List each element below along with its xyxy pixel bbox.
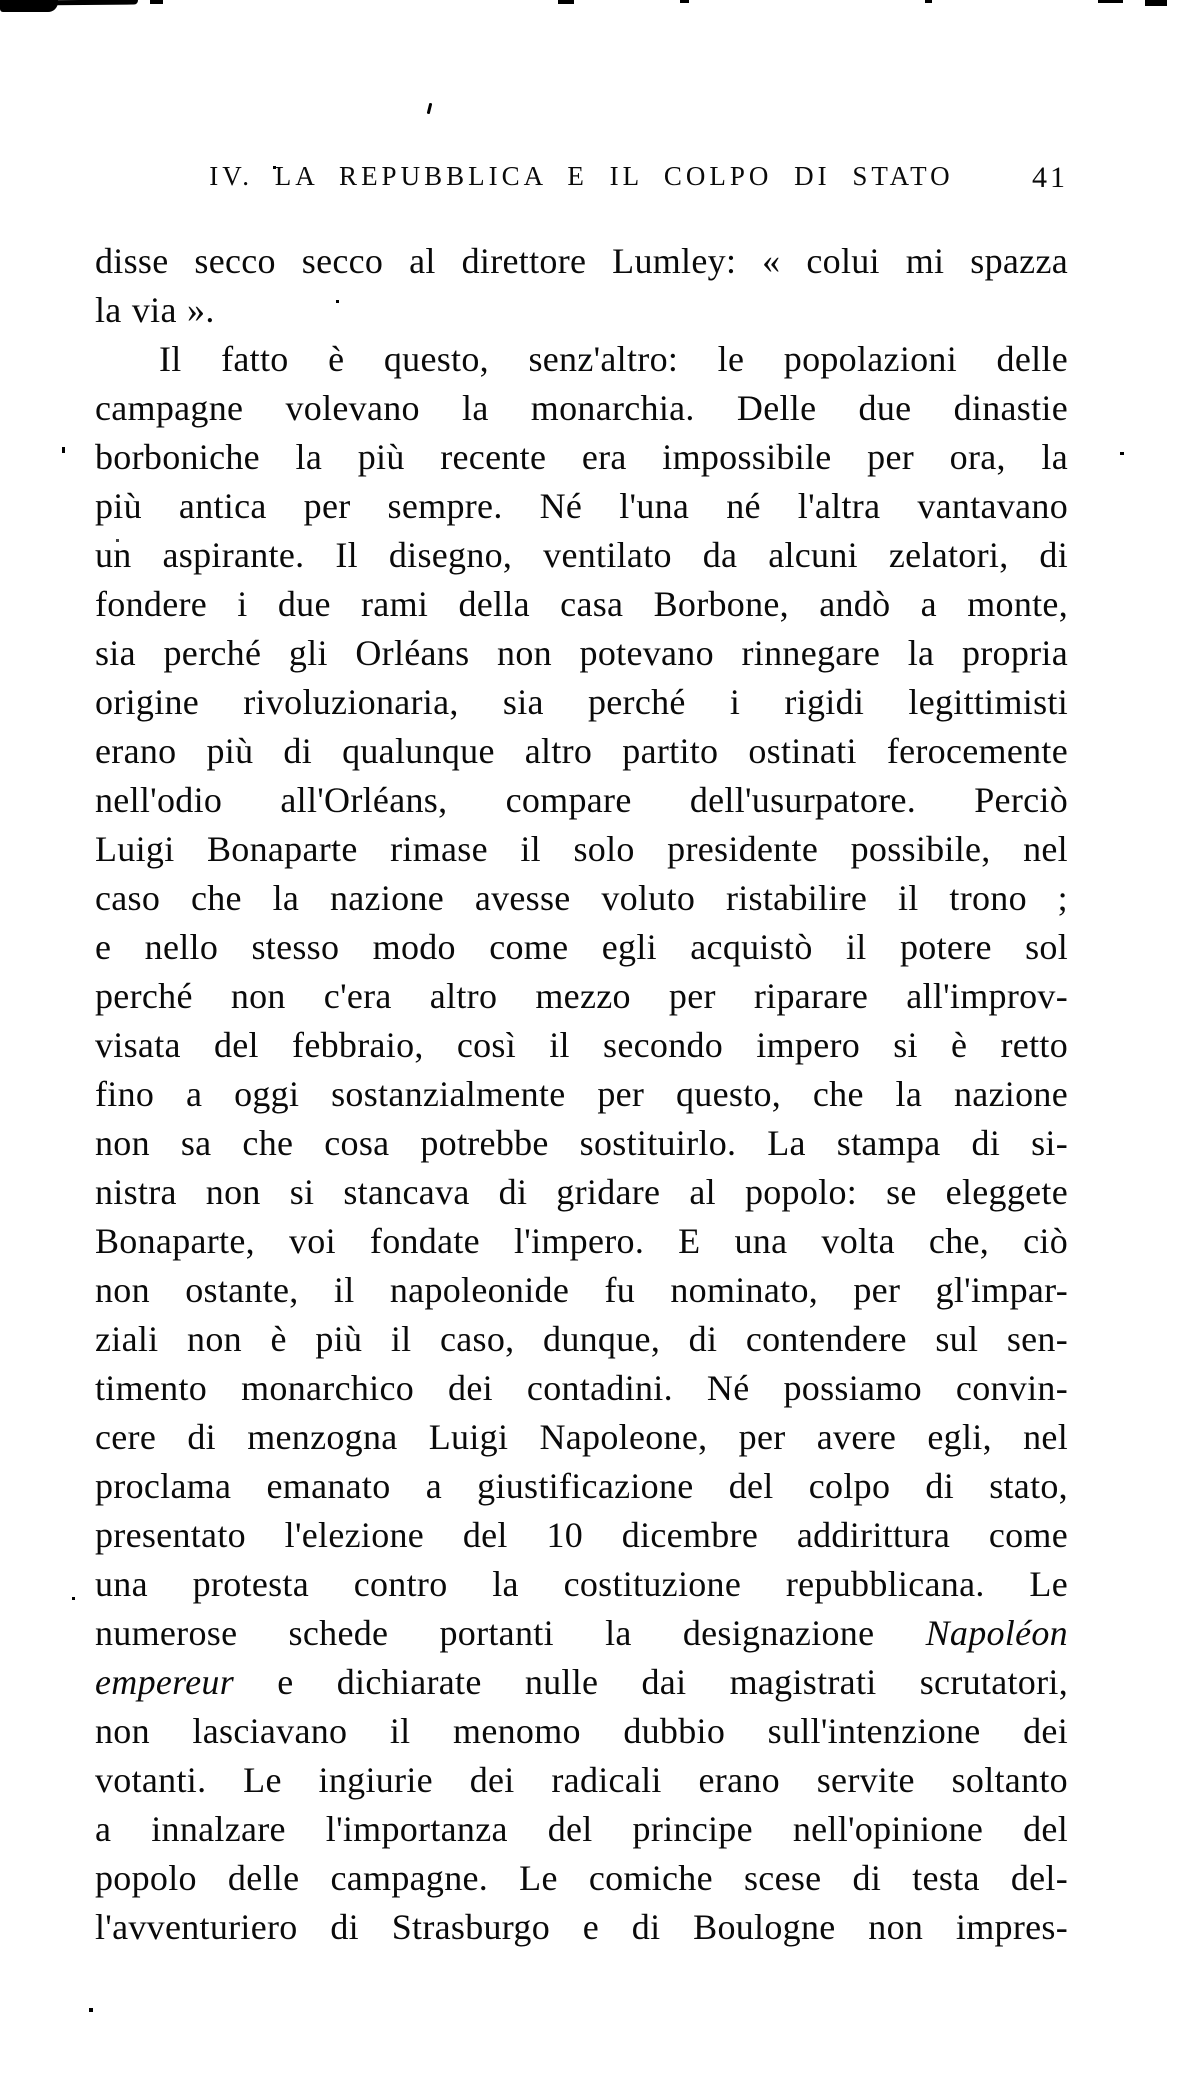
text-line: popolo delle campagne. Le comiche scese di testa del- (95, 1858, 1068, 1898)
ink-speck (72, 1597, 75, 1600)
ink-speck (925, 0, 932, 3)
text-line: non sa che cosa potrebbe sostituirlo. La stampa di si- (95, 1123, 1068, 1163)
text-line: la via ». (95, 290, 215, 330)
text-line: erano più di qualunque altro partito ostinati ferocemente (95, 731, 1068, 771)
italic-text-segment: empereur (95, 1662, 235, 1702)
text-line: Luigi Bonaparte rimase il solo presidente possibile, nel (95, 829, 1068, 869)
text-segment: numerose schede portanti la designazione (95, 1613, 875, 1653)
text-line: nistra non si stancava di gridare al popolo: se eleggete (95, 1172, 1068, 1212)
text-line: visata del febbraio, così il secondo impero si è retto (95, 1025, 1068, 1065)
text-line: Il fatto è questo, senz'altro: le popolazioni delle (159, 339, 1068, 379)
text-line: timento monarchico dei contadini. Né possiamo convin- (95, 1368, 1068, 1408)
ink-speck (1145, 0, 1167, 6)
italic-text-segment: Napoléon (925, 1613, 1068, 1653)
ink-speck (62, 447, 65, 453)
text-line: l'avventuriero di Strasburgo e di Boulogne non impres- (95, 1907, 1068, 1947)
text-line: più antica per sempre. Né l'una né l'altra vantavano (95, 486, 1068, 526)
text-line: sia perché gli Orléans non potevano rinnegare la propria (95, 633, 1068, 673)
ink-speck (558, 0, 574, 4)
running-head (95, 161, 1068, 201)
text-segment: e dichiarate nulle dai magistrati scrutatori, (277, 1662, 1068, 1702)
text-line: Bonaparte, voi fondate l'impero. E una volta che, ciò (95, 1221, 1068, 1261)
ink-smudge (20, 0, 138, 6)
text-line: nell'odio all'Orléans, compare dell'usurpatore. Perciò (95, 780, 1068, 820)
text-line: votanti. Le ingiurie dei radicali erano servite soltanto (95, 1760, 1068, 1800)
text-line: fondere i due rami della casa Borbone, andò a monte, (95, 584, 1068, 624)
text-line: borboniche la più recente era impossibile per ora, la (95, 437, 1068, 477)
text-line: perché non c'era altro mezzo per riparare all'improv- (95, 976, 1068, 1016)
ink-speck (150, 0, 163, 4)
ink-speck (89, 2008, 93, 2012)
text-line (95, 1609, 1068, 1658)
text-line: un aspirante. Il disegno, ventilato da alcuni zelatori, di (95, 535, 1068, 575)
ink-speck (680, 0, 689, 3)
text-line: origine rivoluzionaria, sia perché i rigidi legittimisti (95, 682, 1068, 722)
text-line: a innalzare l'importanza del principe nell'opinione del (95, 1809, 1068, 1849)
text-line: disse secco secco al direttore Lumley: « colui mi spazza (95, 241, 1068, 281)
body-text (95, 237, 1068, 1952)
text-line (95, 1658, 1068, 1707)
chapter-running-title: IV. LA REPUBBLICA E IL COLPO DI STATO (209, 161, 954, 191)
text-line: ziali non è più il caso, dunque, di contendere sul sen- (95, 1319, 1068, 1359)
ink-speck (1120, 452, 1124, 455)
ink-speck (427, 103, 433, 114)
page-number: 41 (1032, 161, 1068, 194)
text-line: presentato l'elezione del 10 dicembre addirittura come (95, 1515, 1068, 1555)
text-line: campagne volevano la monarchia. Delle due dinastie (95, 388, 1068, 428)
text-line: non lasciavano il menomo dubbio sull'intenzione dei (95, 1711, 1068, 1751)
text-line: cere di menzogna Luigi Napoleone, per avere egli, nel (95, 1417, 1068, 1457)
ink-speck (1098, 0, 1123, 3)
text-line: caso che la nazione avesse voluto ristabilire il trono ; (95, 878, 1068, 918)
text-line: una protesta contro la costituzione repubblicana. Le (95, 1564, 1068, 1604)
text-line: fino a oggi sostanzialmente per questo, che la nazione (95, 1074, 1068, 1114)
text-line: proclama emanato a giustificazione del colpo di stato, (95, 1466, 1068, 1506)
text-line: e nello stesso modo come egli acquistò il potere sol (95, 927, 1068, 967)
text-line: non ostante, il napoleonide fu nominato, per gl'impar- (95, 1270, 1068, 1310)
